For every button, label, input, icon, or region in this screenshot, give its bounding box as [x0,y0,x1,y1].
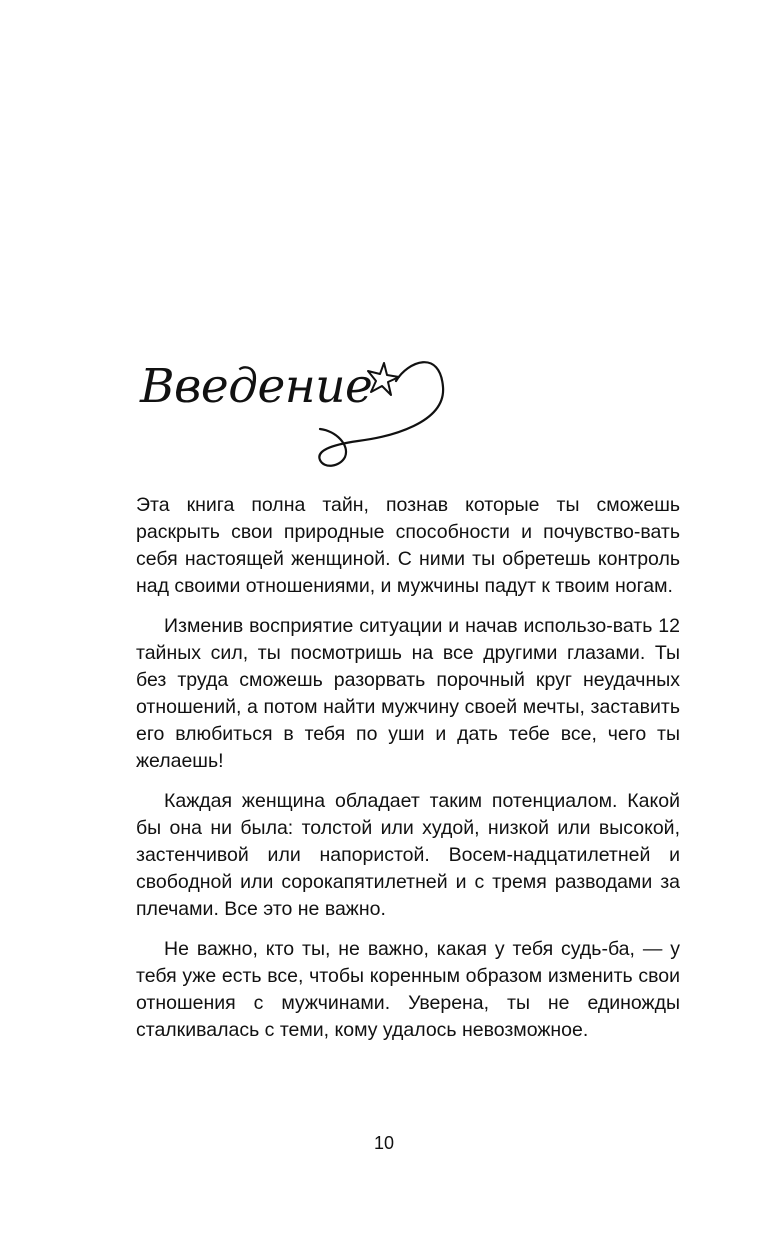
page-number: 10 [373,1133,395,1153]
paragraph-2: Изменив восприятие ситуации и начав использо-вать 12 тайных сил, ты посмотришь на все другими глазами. Ты без труда сможешь разорвать порочный круг неудачных отношений, а потом найти мужчину своей мечты, заставить его влюбиться в тебя по уши и дать тебе все, чего ты желаешь! [136,615,680,772]
paragraph-1: Эта книга полна тайн, познав которые ты сможешь раскрыть свои природные способности и почувство-вать себя настоящей женщиной. С ними ты обретешь контроль над своими отношениями, и мужчины падут к твоим ногам. [136,494,680,597]
chapter-title: Введение [140,359,373,414]
paragraph-4: Не важно, кто ты, не важно, какая у тебя судь-ба, — у тебя уже есть все, чтобы коренным образом изменить свои отношения с мужчинами. Уверена, ты не единожды сталкивалась с теми, кому удалось невозможное. [136,938,680,1041]
paragraph-3: Каждая женщина обладает таким потенциалом. Какой бы она ни была: толстой или худой, низкой или высокой, застенчивой или напористой. Восем-надцатилетней и свободной или сорокапятилетней и с тремя разводами за плечами. Все это не важно. [136,790,680,920]
body-text [136,492,680,1057]
chapter-heading [140,355,460,475]
